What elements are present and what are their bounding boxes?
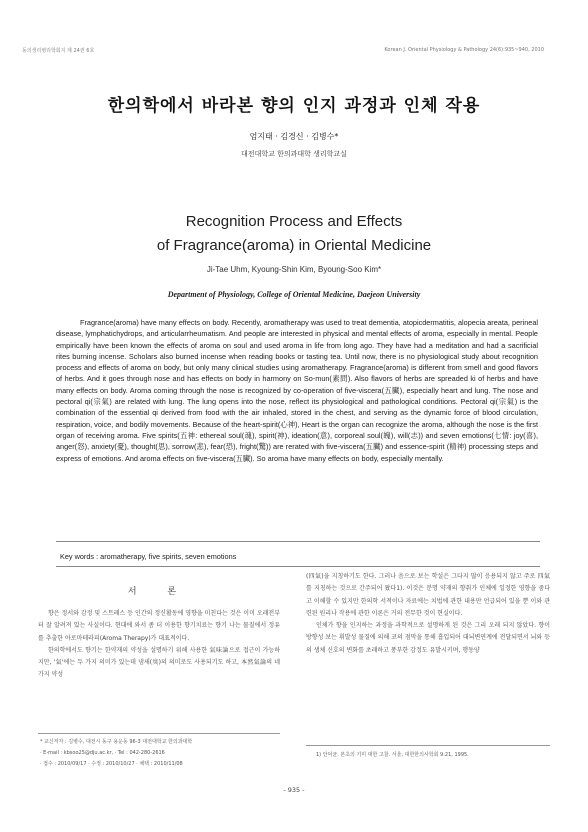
korean-authors: 엄지태 · 김경신 · 김병수* — [249, 132, 339, 141]
footnote-rule-left — [38, 733, 280, 734]
korean-title: 한의학에서 바라본 향의 인지 과정과 인체 작용 — [107, 96, 481, 116]
english-title — [0, 210, 588, 258]
korean-affiliation: 대전대학교 한의과대학 생리학교실 — [241, 150, 347, 158]
right-column — [306, 571, 550, 657]
body-paragraph: 향은 정서와 감정 및 스트레스 등 인간의 정신활동에 영향을 미친다는 것은 이미 오래전부터 잘 알려져 있는 사실이다. 현대에 와서 좀 더 이용한 향기치료는 향기 나는 물질에서 정유를 추출한 아로마테라피(Aroma Therapy)가 대표적이다. — [38, 610, 280, 642]
keywords-bottom-rule — [56, 566, 540, 567]
english-title-line1: Recognition Process and Effects — [185, 213, 403, 230]
body-paragraph: 인체가 향을 인지하는 과정을 과학적으로 설명하게 된 것은 그리 오래 되지 않았다. 향이 방향성 보는 휘발성 물질에 의해 코의 점막을 통해 흡입되어 대뇌변연계에 전달되면서 뇌와 등의 생체 신호의 변화를 초래하고 풍부한 감정도 유발시키며, 행동양 — [306, 622, 550, 654]
english-title-line2: of Fragrance(aroma) in Oriental Medicine — [156, 237, 432, 254]
english-affiliation: Department of Physiology, College of Oriental Medicine, Daejeon University — [167, 290, 421, 299]
abstract: Fragrance(aroma) have many effects on body. Recently, aromatherapy was used to treat dementia, atopicdermatitis, alopecia areata, perineal disease, lymphatichydrops, and articularrheumatism. And people are interested in physical and mental effects of aroma, especially in mental. People empirically have been known the effects of aroma on soul and used aroma in life from long ago. They have had a meditation and had a sacrificial rites burning incense. Scholars also burned incense when reading books or tasting tea. Until now, there is no physiological study about recognition process and effects of aroma on body, but only many clinical studies using aromatherapy. Fragrance(aroma) is different from smell and good flavors of herbs. And it goes through nose and has effects on body in harmony on So-mun(素問). Also flavors of herbs are spreaded ki of herbs and have many effects on body. Aroma coming through the nose is recognized by co-operation of five-viscera(五臟), especially heart and lung. The nose and pectoral qi(宗氣) are related with lung. The lung opens into the nose, reflect its physiological and pathological conditions. Pectoral qi(宗氣) is the combination of the essential qi derived from food with the air inhaled, stored in the chest, and serving as the dynamic force of blood circulation, respiration, voice, and bodily movements. Because of the heart-spirit(心神), Heart is the organ can recognize the aroma, although the nose is the first organ of receiving aroma. Five spirits(五神: ethereal soul(魂), spirit(神), ideation(意), corporeal soul(魄), will(志)) and seven emotions(七情: joy(喜), anger(怒), anxiety(憂), thought(思), sorrow(悲), fear(恐), fright(驚)) are rerated with five-viscera(五臟) and essence-spirit (精神) processing steps and express of emotions. And aroma effects on five-viscera(五臟). So aroma have many effects on body, especially mentally. — [56, 318, 538, 463]
reference-footnote: 1) 안덕균. 본초의 기미 대한 고찰. 서울, 대한한의사학회 9:21, 1995. — [316, 752, 469, 758]
body-paragraph: (四氣)을 지칭하기도 한다. 그러나 음으로 보는 학설은 그다지 많이 응용되지 않고 주로 四氣를 지칭하는 것으로 간주되어 왔다1). 이것은 분명 약재의 향취가 인체에 일정한 영향을 줌다고 이해할 수 있지만 한의학 서적이나 자료에는 치법에 관한 내용만 언급되어 있을 뿐 이와 관련된 원리나 작용에 관한 이론은 거의 전무한 것이 현실이다. — [306, 573, 550, 617]
keywords: Key words : aromatherapy, five spirits, seven emotions — [60, 552, 237, 561]
body-paragraph: 한의학에서도 향기는 한약재의 약성을 설명하기 위해 사용한 氣味論으로 접근이 가능하지만, '氣'에는 두 가지 의미가 있는데 냄새(臭)의 의미로도 사용되기도 하고, 本然氣論의 네 가지 약성 — [38, 646, 280, 679]
corresponding-author-footnote — [40, 737, 280, 770]
keywords-top-rule — [56, 541, 540, 542]
footnote-rule-right — [306, 745, 550, 746]
left-column — [38, 608, 280, 682]
footnote-line: · 접수 : 2010/09/17 · 수정 : 2010/10/27 · 채택 : 2010/11/08 — [40, 761, 183, 767]
running-header-right: Korean J. Oriental Physiology & Pathology 24(6):935~940, 2010 — [384, 47, 544, 53]
page-number: - 935 - — [283, 786, 305, 794]
footnote-line: · E-mail : kbsoo25@dju.ac.kr, · Tel : 042-280-2616 — [40, 750, 165, 756]
english-authors: Ji-Tae Uhm, Kyoung-Shin Kim, Byoung-Soo Kim* — [206, 265, 382, 274]
footnote-line: * 교신저자 : 김병수, 대전시 동구 용운동 96-3 대전대학교 한의과대학 — [40, 739, 193, 745]
section-title-introduction: 서 론 — [127, 587, 191, 597]
running-header-left: 동의생리병리학회지 제 24권 6호 — [22, 48, 95, 54]
